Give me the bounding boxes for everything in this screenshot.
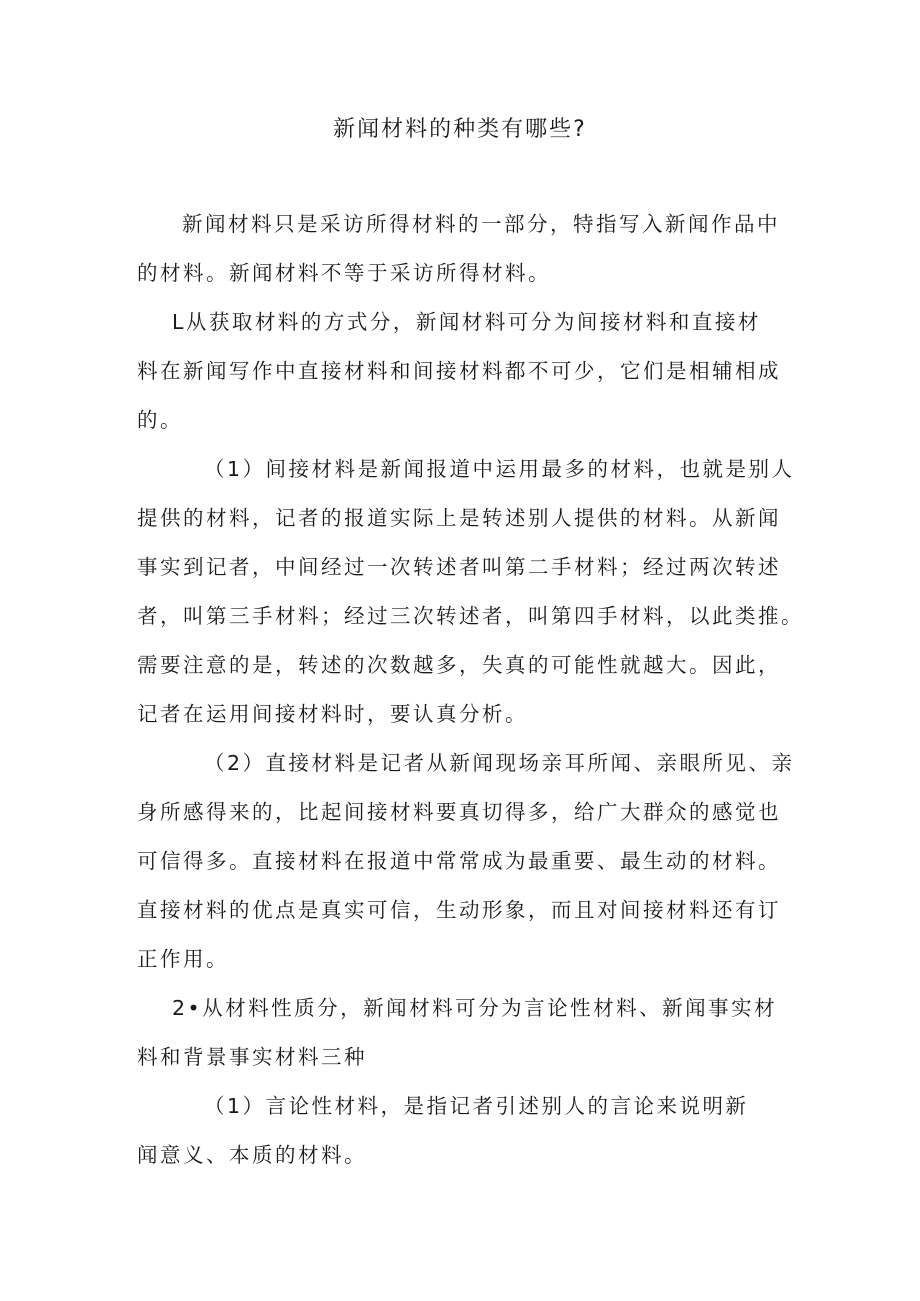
paragraph-line: 料在新闻写作中直接材料和间接材料都不可少，它们是相辅相成 (137, 359, 781, 383)
paragraph-line: 新闻材料只是采访所得材料的一部分，特指写入新闻作品中 (182, 212, 780, 236)
paragraph-line: 身所感得来的，比起间接材料要真切得多，给广大群众的感觉也 (137, 800, 781, 824)
paragraph-line: 者，叫第三手材料；经过三次转述者，叫第四手材料，以此类推。 (137, 604, 804, 628)
paragraph-indirect-material (137, 445, 804, 739)
paragraph-line: 正作用。 (137, 947, 229, 971)
paragraph-line: 的。 (137, 408, 183, 432)
paragraph-line: 记者在运用间接材料时，要认真分析。 (137, 702, 528, 726)
paragraph-line: 闻意义、本质的材料。 (137, 1143, 367, 1167)
paragraph-line: 直接材料的优点是真实可信，生动形象，而且对间接材料还有订 (137, 898, 781, 922)
paragraph-line: L从获取材料的方式分，新闻材料可分为间接材料和直接材 (172, 310, 761, 334)
paragraph-material-nature (137, 984, 797, 1082)
document-title: 新闻材料的种类有哪些? (333, 117, 587, 142)
paragraph-direct-material (137, 739, 797, 984)
paragraph-line: 可信得多。直接材料在报道中常常成为最重要、最生动的材料。 (137, 849, 781, 873)
paragraph-line: 的材料。新闻材料不等于采访所得材料。 (137, 261, 551, 285)
paragraph-line: 2•从材料性质分，新闻材料可分为言论性材料、新闻事实材 (172, 996, 778, 1020)
paragraph-line: 需要注意的是，转述的次数越多，失真的可能性就越大。因此， (137, 653, 781, 677)
paragraph-line: （1）言论性材料，是指记者引述别人的言论来说明新 (204, 1094, 749, 1118)
paragraph-line: 料和背景事实材料三种 (137, 1045, 367, 1069)
paragraph-line: （1）间接材料是新闻报道中运用最多的材料，也就是别人 (204, 457, 795, 481)
paragraph-line: 提供的材料，记者的报道实际上是转述别人提供的材料。从新闻 (137, 506, 781, 530)
paragraph-intro (137, 200, 797, 298)
paragraph-speech-material (137, 1082, 797, 1180)
paragraph-line: （2）直接材料是记者从新闻现场亲耳所闻、亲眼所见、亲 (204, 751, 795, 775)
paragraph-line: 事实到记者，中间经过一次转述者叫第二手材料；经过两次转述 (137, 555, 781, 579)
paragraph-acquisition-method (137, 298, 797, 445)
